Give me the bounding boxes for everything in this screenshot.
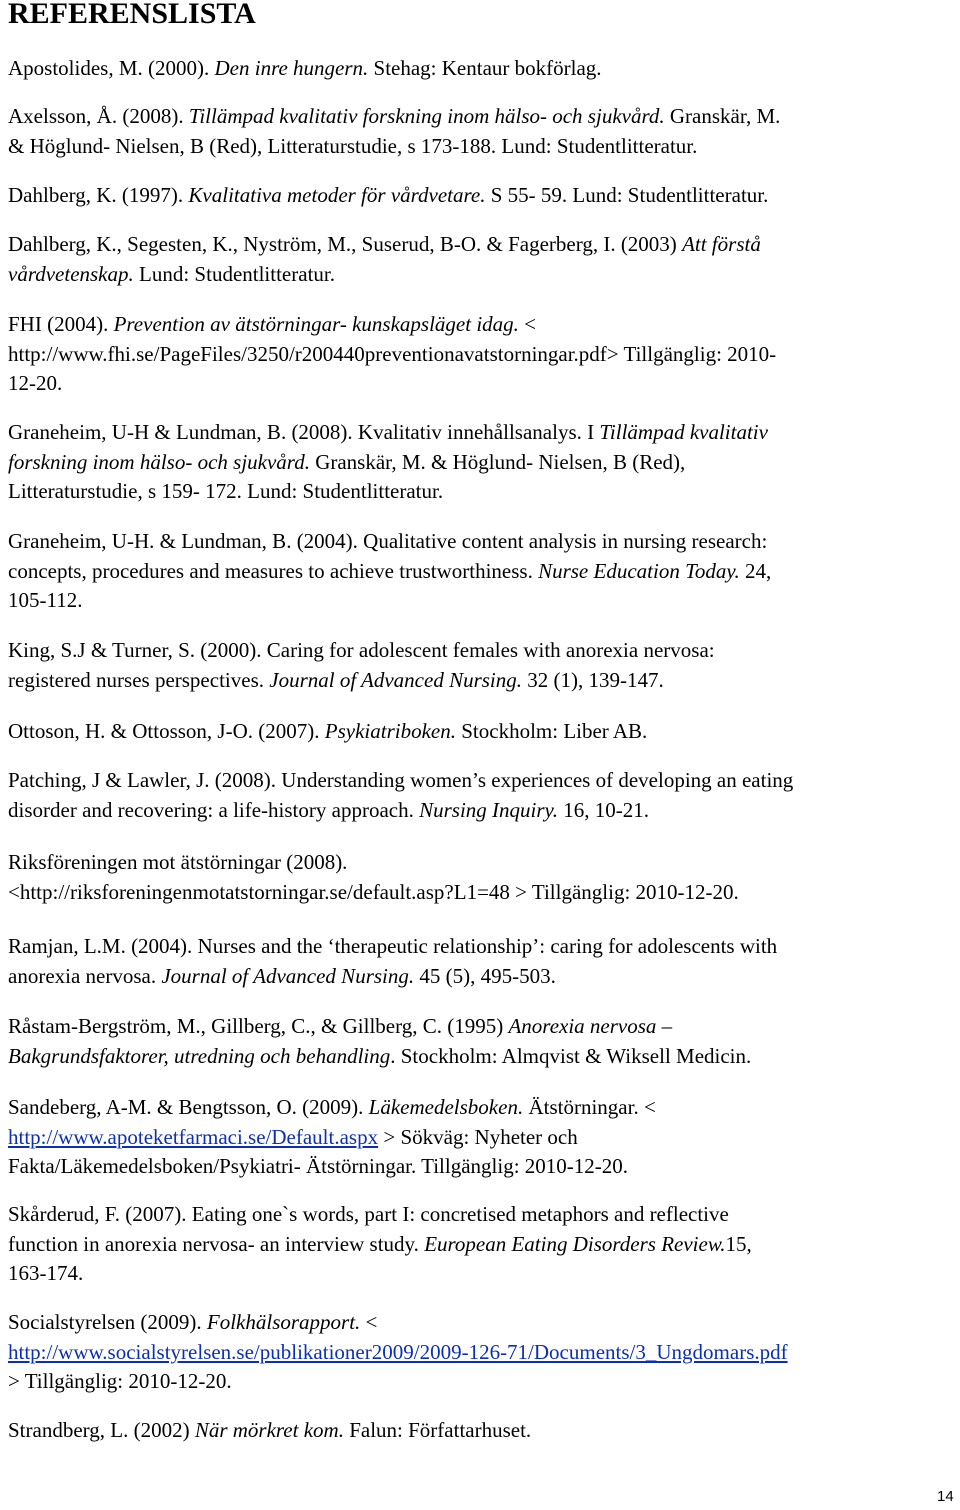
- reference-link[interactable]: http://www.apoteketfarmaci.se/Default.aspx: [8, 1124, 379, 1149]
- reference-title-italic: Att förstå: [682, 232, 761, 256]
- reference-text: Sandeberg, A-M. & Bengtsson, O. (2009).: [8, 1095, 369, 1119]
- reference-text: Dahlberg, K., Segesten, K., Nyström, M., Suserud, B-O. & Fagerberg, I. (2003): [8, 232, 683, 256]
- reference-line: [8, 340, 953, 370]
- reference-line: [8, 369, 953, 399]
- reference-text: <http://riksforeningenmotatstorningar.se/default.asp?L1=48 > Tillgänglig: 2010-12-20.: [8, 879, 739, 904]
- reference-text: Graneheim, U-H & Lundman, B. (2008). Kvalitativ innehållsanalys. I: [8, 420, 600, 444]
- reference-line: [8, 310, 953, 340]
- reference-line: [8, 102, 953, 132]
- reference-text: Falun: Författarhuset.: [343, 1418, 532, 1442]
- reference-text: 24,: [739, 558, 772, 583]
- reference-text: . Stockholm: Almqvist & Wiksell Medicin.: [390, 1043, 752, 1068]
- reference-text: Stockholm: Liber AB.: [455, 719, 648, 743]
- reference-text: 15,: [725, 1231, 752, 1256]
- reference-line: [8, 586, 953, 616]
- reference-line: [8, 636, 953, 666]
- reference-text: Ätstörningar. <: [523, 1095, 656, 1119]
- reference-title-italic: När mörkret kom.: [194, 1418, 344, 1442]
- reference-text: 163-174.: [8, 1261, 84, 1285]
- reference-entry: [8, 717, 953, 747]
- reference-text: concepts, procedures and measures to achieve trustworthiness.: [8, 558, 539, 583]
- reference-title-italic: Bakgrundsfaktorer, utredning och behandling: [8, 1043, 391, 1068]
- reference-text: function in anorexia nervosa- an interview study.: [8, 1231, 425, 1256]
- reference-line: [8, 932, 953, 962]
- reference-title-italic: Kvalitativa metoder för vårdvetare.: [188, 183, 486, 207]
- reference-text: Stehag: Kentaur bokförlag.: [368, 56, 602, 80]
- reference-text: Graneheim, U-H. & Lundman, B. (2004). Qualitative content analysis in nursing research:: [8, 529, 768, 553]
- reference-text: 45 (5), 495-503.: [414, 963, 556, 988]
- reference-title-italic: Tillämpad kvalitativ forskning inom hälso- och sjukvård.: [188, 104, 665, 128]
- reference-entry: [8, 636, 953, 695]
- reference-line: [8, 666, 953, 696]
- reference-line: [8, 1367, 953, 1397]
- reference-text: Socialstyrelsen (2009).: [8, 1310, 207, 1334]
- reference-entry: [8, 766, 953, 825]
- reference-line: [8, 132, 953, 162]
- reference-text: & Höglund- Nielsen, B (Red), Litteraturstudie, s 173-188. Lund: Studentlitteratur.: [8, 133, 698, 158]
- reference-entry: [8, 1093, 953, 1182]
- reference-text: Granskär, M.: [664, 104, 781, 128]
- reference-text: Skårderud, F. (2007). Eating one`s words, part I: concretised metaphors and reflective: [8, 1202, 729, 1226]
- reference-entry: [8, 102, 953, 161]
- reference-line: [8, 230, 953, 260]
- reference-line: [8, 260, 953, 290]
- reference-line: [8, 181, 953, 211]
- reference-text: Dahlberg, K. (1997).: [8, 183, 189, 207]
- reference-title-italic: vårdvetenskap.: [8, 261, 134, 286]
- reference-text: > Tillgänglig: 2010-12-20.: [8, 1369, 232, 1393]
- reference-title-italic: European Eating Disorders Review.: [424, 1231, 726, 1256]
- reference-text: Apostolides, M. (2000).: [8, 56, 215, 80]
- reference-line: [8, 1093, 953, 1123]
- reference-title-italic: Läkemedelsboken.: [368, 1095, 524, 1119]
- reference-line: [8, 796, 953, 826]
- reference-title-italic: Psykiatriboken.: [324, 719, 456, 743]
- reference-text: <: [360, 1310, 378, 1334]
- reference-text: disorder and recovering: a life-history approach.: [8, 797, 420, 822]
- reference-title-italic: forskning inom hälso- och sjukvård.: [8, 449, 310, 474]
- reference-line: [8, 1152, 953, 1182]
- reference-line: [8, 962, 953, 992]
- reference-text: 16, 10-21.: [557, 797, 649, 822]
- reference-text: Litteraturstudie, s 159- 172. Lund: Studentlitteratur.: [8, 479, 444, 503]
- reference-line: [8, 527, 953, 557]
- reference-link[interactable]: http://www.socialstyrelsen.se/publikationer2009/2009-126-71/Documents/3_Ungdomars.pdf: [8, 1339, 788, 1364]
- reference-text: registered nurses perspectives.: [8, 667, 270, 692]
- reference-text: Ottoson, H. & Ottosson, J-O. (2007).: [8, 719, 325, 743]
- reference-entry: [8, 527, 953, 616]
- reference-text: Ramjan, L.M. (2004). Nurses and the ‘therapeutic relationship’: caring for adolescents with: [8, 934, 778, 958]
- reference-line: [8, 1200, 953, 1230]
- reference-line: [8, 766, 953, 796]
- reference-line: [8, 1042, 953, 1072]
- reference-entry: [8, 1012, 953, 1071]
- reference-line: [8, 1338, 953, 1368]
- reference-line: [8, 418, 953, 448]
- reference-entry: [8, 418, 953, 507]
- reference-line: [8, 1308, 953, 1338]
- reference-text: anorexia nervosa.: [8, 963, 162, 988]
- reference-text: Lund: Studentlitteratur.: [133, 261, 335, 286]
- reference-text: > Sökväg: Nyheter och: [378, 1124, 578, 1149]
- reference-title-italic: Nurse Education Today.: [538, 558, 740, 583]
- reference-title-italic: Folkhälsorapport.: [206, 1310, 361, 1334]
- reference-entry: [8, 932, 953, 991]
- reference-line: [8, 717, 953, 747]
- reference-entry: [8, 181, 953, 211]
- reference-text: 32 (1), 139-147.: [522, 667, 664, 692]
- reference-text: 105-112.: [8, 588, 83, 612]
- reference-text: Fakta/Läkemedelsboken/Psykiatri- Ätstörningar. Tillgänglig: 2010-12-20.: [8, 1154, 629, 1178]
- reference-entry: [8, 310, 953, 399]
- reference-entry: [8, 1200, 953, 1289]
- reference-line: [8, 1012, 953, 1042]
- reference-title-italic: Journal of Advanced Nursing.: [269, 667, 523, 692]
- reference-text: Riksföreningen mot ätstörningar (2008).: [8, 850, 348, 874]
- reference-entry: [8, 1308, 953, 1397]
- reference-title-italic: Den inre hungern.: [214, 56, 369, 80]
- reference-line: [8, 448, 953, 478]
- reference-text: <: [518, 312, 536, 336]
- reference-text: Granskär, M. & Höglund- Nielsen, B (Red),: [309, 449, 686, 474]
- reference-text: Råstam-Bergström, M., Gillberg, C., & Gillberg, C. (1995): [8, 1014, 509, 1038]
- reference-line: [8, 1259, 953, 1289]
- reference-line: [8, 557, 953, 587]
- reference-text: FHI (2004).: [8, 312, 114, 336]
- reference-line: [8, 848, 953, 878]
- reference-line: [8, 1230, 953, 1260]
- page-number: 14: [937, 1488, 954, 1505]
- reference-text: Patching, J & Lawler, J. (2008). Understanding women’s experiences of developing an eating: [8, 768, 794, 792]
- reference-entry: [8, 1416, 953, 1446]
- reference-title-italic: Journal of Advanced Nursing.: [161, 963, 415, 988]
- page-title: REFERENSLISTA: [8, 0, 256, 30]
- reference-line: [8, 54, 953, 84]
- reference-text: http://www.fhi.se/PageFiles/3250/r200440preventionavatstorningar.pdf> Tillgänglig: 2010-: [8, 341, 777, 366]
- reference-text: S 55- 59. Lund: Studentlitteratur.: [485, 183, 769, 207]
- reference-text: King, S.J & Turner, S. (2000). Caring for adolescent females with anorexia nervosa:: [8, 638, 715, 662]
- reference-line: [8, 477, 953, 507]
- reference-title-italic: Nursing Inquiry.: [419, 797, 558, 822]
- reference-line: [8, 1416, 953, 1446]
- reference-text: Axelsson, Å. (2008).: [8, 104, 189, 128]
- reference-text: 12-20.: [8, 371, 63, 395]
- reference-title-italic: Prevention av ätstörningar- kunskapsläget idag.: [113, 312, 519, 336]
- reference-title-italic: Anorexia nervosa –: [508, 1014, 673, 1038]
- reference-title-italic: Tillämpad kvalitativ: [599, 420, 768, 444]
- reference-text: Strandberg, L. (2002): [8, 1418, 195, 1442]
- reference-entry: [8, 54, 953, 84]
- reference-line: [8, 878, 953, 908]
- reference-entry: [8, 230, 953, 289]
- reference-entry: [8, 848, 953, 907]
- reference-line: [8, 1123, 953, 1153]
